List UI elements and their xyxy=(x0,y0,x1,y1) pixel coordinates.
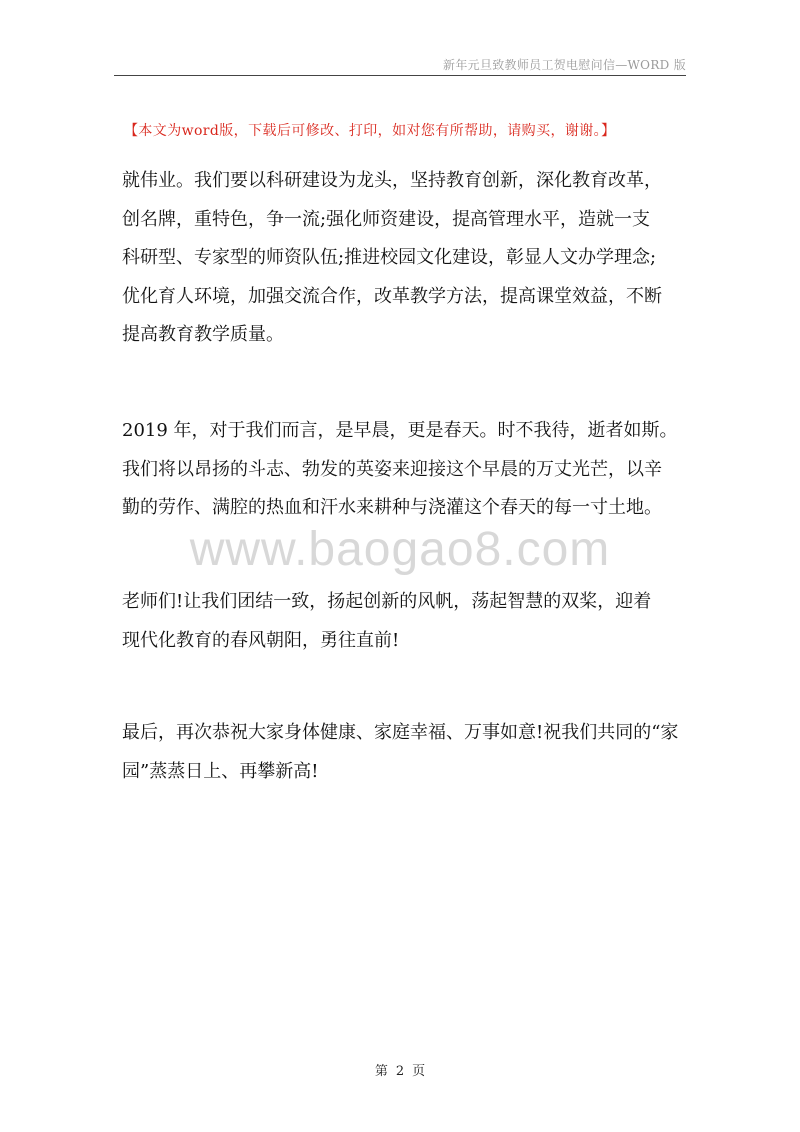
paragraph-line: 科研型、专家型的师资队伍;推进校园文化建设，彰显人文办学理念; xyxy=(122,247,657,268)
paragraph-1 xyxy=(122,162,682,355)
paragraph-line: 优化育人环境，加强交流合作，改革教学方法，提高课堂效益，不断 xyxy=(122,285,662,307)
paragraph-3 xyxy=(122,583,682,660)
paragraph-4 xyxy=(122,714,682,791)
paragraph-line: 我们将以昂扬的斗志、勃发的英姿来迎接这个早晨的万丈光芒，以辛 xyxy=(122,458,662,480)
page-suffix: 页 xyxy=(412,1064,426,1079)
paragraph-line: 勤的劳作、满腔的热血和汗水来耕种与浇灌这个春天的每一寸土地。 xyxy=(122,497,662,518)
paragraph-2 xyxy=(122,412,682,528)
paragraph-line: 现代化教育的春风朝阳，勇往直前! xyxy=(122,629,400,651)
paragraph-line: 就伟业。我们要以科研建设为龙头，坚持教育创新，深化教育改革， xyxy=(122,170,662,191)
running-header: 新年元旦致教师员工贺电慰问信—WORD 版 xyxy=(443,58,686,72)
paragraph-line: 创名牌，重特色，争一流;强化师资建设，提高管理水平，造就一支 xyxy=(122,208,651,230)
paragraph-line: 2019 年，对于我们而言，是早晨，更是春天。时不我待，逝者如斯。 xyxy=(122,420,678,441)
paragraph-line: 提高教育教学质量。 xyxy=(122,324,284,345)
paragraph-line: 老师们!让我们团结一致，扬起创新的风帆，荡起智慧的双桨，迎着 xyxy=(122,591,652,612)
paragraph-line: 最后，再次恭祝大家身体健康、家庭幸福、万事如意!祝我们共同的“家 xyxy=(122,722,679,743)
watermark: www.baogao8.com xyxy=(189,523,611,576)
purchase-notice: 【本文为word版，下载后可修改、打印，如对您有所帮助，请购买，谢谢。】 xyxy=(124,123,616,139)
header-divider xyxy=(114,75,686,76)
page-prefix: 第 xyxy=(374,1064,388,1079)
page-footer xyxy=(0,1060,800,1079)
paragraph-line: 园”蒸蒸日上、再攀新高! xyxy=(122,760,319,782)
page-number: 2 xyxy=(395,1064,405,1079)
